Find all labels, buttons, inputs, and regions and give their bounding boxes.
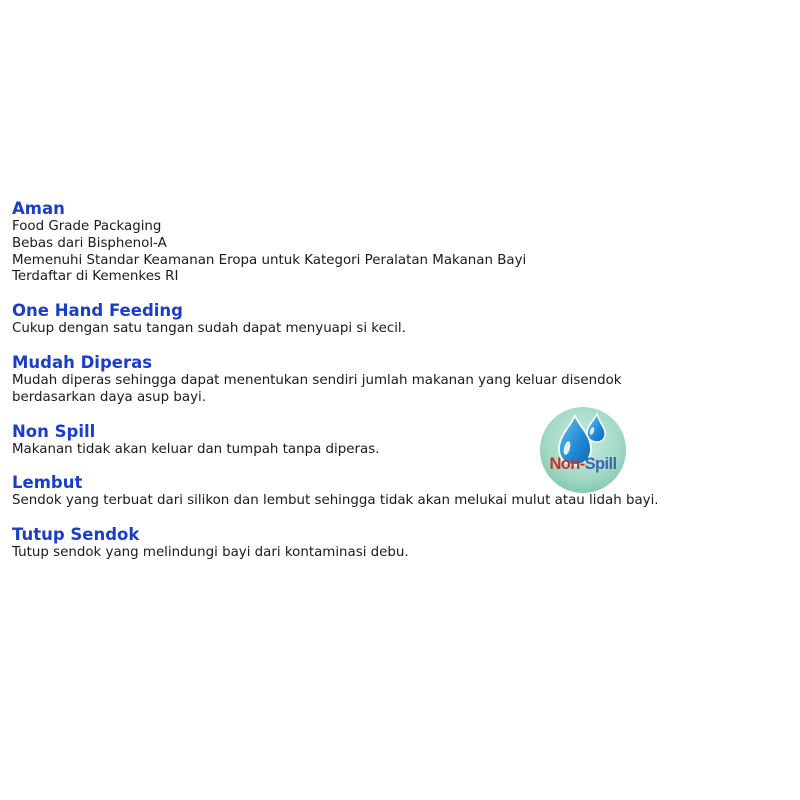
section-text-line: Bebas dari Bisphenol-A <box>12 235 167 251</box>
section-heading: Lembut <box>12 473 83 493</box>
section-text-line: Memenuhi Standar Keamanan Eropa untuk Kategori Peralatan Makanan Bayi <box>12 252 527 268</box>
feature-section-mudah-diperas <box>12 352 772 407</box>
section-text-line: Mudah diperas sehingga dapat menentukan sendiri jumlah makanan yang keluar disendok <box>12 372 622 388</box>
section-heading: Non Spill <box>12 421 96 441</box>
section-text-line: Sendok yang terbuat dari silikon dan lembut sehingga tidak akan melukai mulut atau lidah bayi. <box>12 493 659 509</box>
feature-section-lembut <box>12 472 772 510</box>
section-text-line: Terdaftar di Kemenkes RI <box>12 269 179 285</box>
badge-word-non: Non- <box>549 455 585 473</box>
section-text-line: berdasarkan daya asup bayi. <box>12 389 206 405</box>
feature-section-tutup-sendok <box>12 524 772 562</box>
feature-section-non-spill <box>12 421 772 459</box>
section-heading: Tutup Sendok <box>12 525 140 545</box>
section-heading: Mudah Diperas <box>12 352 153 372</box>
section-heading: One Hand Feeding <box>12 301 183 321</box>
feature-list <box>12 198 772 562</box>
feature-section-one-hand-feeding <box>12 300 772 338</box>
section-text-line: Cukup dengan satu tangan sudah dapat menyuapi si kecil. <box>12 321 406 337</box>
section-text-line: Makanan tidak akan keluar dan tumpah tanpa diperas. <box>12 441 380 457</box>
section-text-line: Food Grade Packaging <box>12 219 162 234</box>
non-spill-badge <box>537 404 629 494</box>
section-text-line: Tutup sendok yang melindungi bayi dari kontaminasi debu. <box>12 545 409 561</box>
non-spill-label <box>537 455 629 474</box>
feature-section-aman <box>12 198 772 286</box>
section-heading: Aman <box>12 199 65 218</box>
water-drops-icon <box>537 404 629 494</box>
badge-word-spill: Spill <box>584 455 617 473</box>
